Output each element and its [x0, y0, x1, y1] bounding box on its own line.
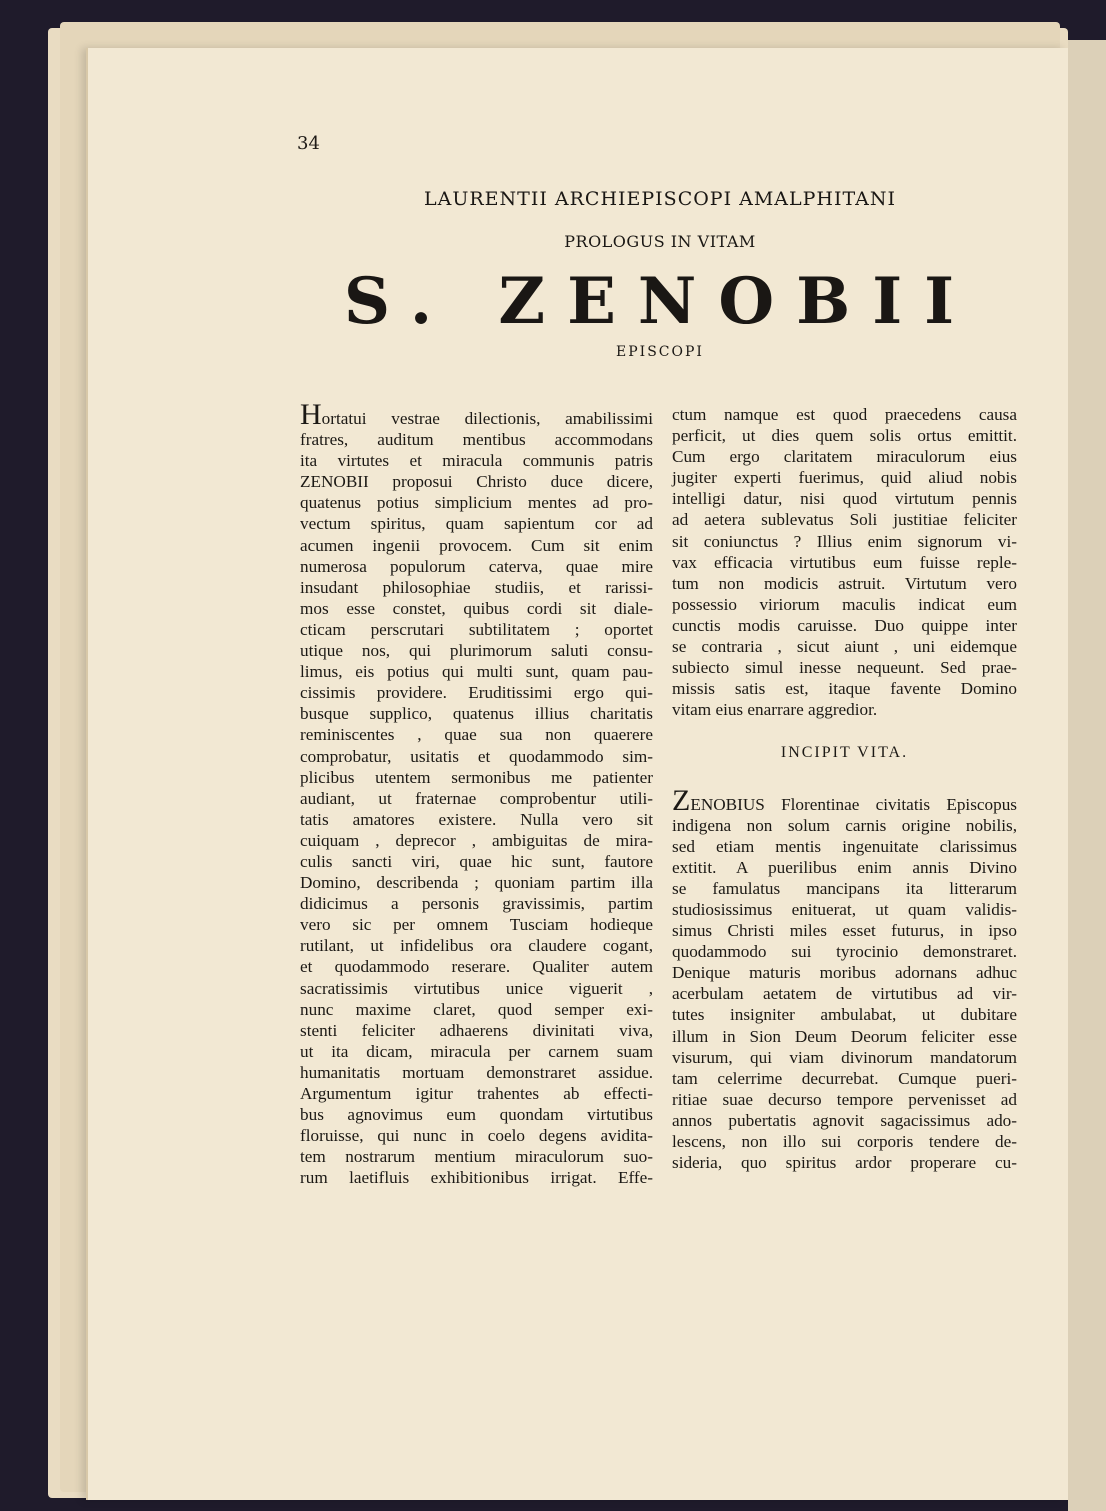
text-line: utique nos, qui plurimorum saluti consu-	[300, 641, 653, 661]
text-line: tam celerrime decurrebat. Cumque pueri-	[672, 1068, 1017, 1088]
text-line: Argumentum igitur trahentes ab effecti-	[300, 1084, 653, 1103]
text-line: ritiae suae decurso tempore pervenisset ad	[672, 1089, 1017, 1109]
text-line: cunctis modis caruisse. Duo quippe inter	[672, 615, 1017, 635]
text-line: ctum namque est quod praecedens causa	[672, 405, 1017, 424]
text-line: vectum spiritus, quam sapientum cor ad	[300, 514, 653, 534]
text-line: mos esse constet, quibus cordi sit diale-	[300, 598, 653, 618]
text-line: se famulatus mancipans ita litterarum	[672, 878, 1017, 898]
text-line: visurum, qui viam divinorum mandatorum	[672, 1047, 1017, 1067]
text-line: acerbulam aetatem de virtutibus ad vir-	[672, 984, 1017, 1004]
text-line: sacratissimis virtutibus unice viguerit ,	[300, 978, 653, 998]
text-line: lescens, non illo sui corporis tendere de-	[672, 1132, 1017, 1151]
text-line: numerosa populorum caterva, quae mire	[300, 556, 653, 576]
text-line: ad aetera sublevatus Soli justitiae feliciter	[672, 510, 1017, 530]
text-line: rum laetifluis exhibitionibus irrigat. Effe-	[300, 1168, 653, 1188]
text-line: limus, eis potius qui multi sunt, quam pau-	[300, 662, 653, 682]
facing-page-edge	[1068, 40, 1106, 1511]
text-line: possessio viriorum maculis indicat eum	[672, 594, 1017, 614]
text-line: missis satis est, itaque favente Domino	[672, 679, 1017, 699]
text-line: sit coniunctus ? Illius enim signorum vi-	[672, 531, 1017, 551]
text-line: indigena non solum carnis origine nobilis,	[672, 815, 1017, 835]
text-line: studiosissimus enituerat, ut quam validis-	[672, 899, 1017, 919]
text-line: bus agnovimus eum quondam virtutibus	[300, 1105, 653, 1125]
text-line: floruisse, qui nunc in coelo degens avidita-	[300, 1126, 653, 1146]
drop-cap: H	[300, 398, 322, 431]
text-line: simus Christi miles esset futurus, in ipso	[672, 921, 1017, 941]
text-line: reminiscentes , quae sua non quaerere	[300, 725, 653, 745]
text-line: audiant, ut fraternae comprobentur utili-	[300, 788, 653, 808]
left-text-column	[300, 398, 653, 1188]
text-line: illum in Sion Deum Deorum feliciter esse	[672, 1026, 1017, 1046]
text-line: extitit. A puerilibus enim annis Divino	[672, 857, 1017, 877]
page-number: 34	[297, 133, 320, 154]
text-line: vax efficacia virtutibus eum fuisse reple-	[672, 552, 1017, 572]
text-line: cticam perscrutari subtilitatem ; oportet	[300, 619, 653, 639]
text-line: quodammodo sui tyrocinio demonstraret.	[672, 942, 1017, 962]
text-line: subiecto simul inesse nequeunt. Sed prae-	[672, 658, 1017, 678]
text-line: acumen ingenii provocem. Cum sit enim	[300, 535, 653, 555]
text-line: cuiquam , deprecor , ambiguitas de mira-	[300, 830, 653, 850]
text-line: plicibus utentem sermonibus me patienter	[300, 767, 653, 787]
text-line: tem nostrarum mentium miraculorum suo-	[300, 1147, 653, 1167]
prologue-heading: PROLOGUS IN VITAM	[564, 232, 756, 251]
text-line: comprobatur, usitatis et quodammodo sim-	[300, 746, 653, 766]
text-line: tatis amatores existere. Nulla vero sit	[300, 809, 653, 829]
text-line: tutes insigniter ambulabat, ut dubitare	[672, 1005, 1017, 1025]
text-line: vero sic per omnem Tusciam hodieque	[300, 915, 653, 935]
text-line: stenti feliciter adhaerens divinitati viva,	[300, 1020, 653, 1040]
text-line: Denique maturis moribus adornans adhuc	[672, 963, 1017, 983]
author-heading: LAURENTII ARCHIEPISCOPI AMALPHITANI	[424, 188, 896, 210]
text-line: quatenus potius simplicium mentes ad pro-	[300, 493, 653, 513]
section-subheading: INCIPIT VITA.	[780, 744, 909, 762]
text-line: vitam eius enarrare aggredior.	[672, 700, 878, 720]
text-line: annos pubertatis agnovit sagacissimus ado-	[672, 1110, 1017, 1130]
text-line: fratres, auditum mentibus accommodans	[300, 430, 653, 450]
text-line: tum non modicis astruit. Virtutum vero	[672, 573, 1017, 593]
text-line: busque supplico, quatenus illius charitatis	[300, 704, 653, 724]
text-line: se contraria , sicut aiunt , uni eidemque	[672, 637, 1017, 657]
text-line: perficit, ut dies quem solis ortus emittit.	[672, 426, 1017, 446]
text-line: ZENOBIUS Florentinae civitatis Episcopus	[672, 783, 1017, 817]
text-line: culis sancti viri, quae hic sunt, fautore	[300, 851, 653, 871]
text-line: sed etiam mentis ingenuitate clarissimus	[672, 836, 1017, 856]
text-line: ita virtutes et miracula communis patris	[300, 451, 653, 471]
text-line: didicimus a personis gravissimis, partim	[300, 894, 653, 914]
text-line: ZENOBII proposui Christo duce dicere,	[300, 472, 653, 492]
text-line: insudant philosophiae studiis, et rarissi-	[300, 577, 653, 597]
page-title: S. ZENOBII	[343, 264, 977, 339]
text-line: Hortatui vestrae dilectionis, amabilissimi	[300, 398, 653, 431]
text-line: cissimis providere. Eruditissimi ergo qui-	[300, 683, 653, 703]
drop-cap: Z	[672, 783, 691, 817]
text-line: humanitatis mortuam demonstraret assidue.	[300, 1062, 653, 1082]
right-text-column	[672, 404, 1017, 1173]
text-line: Cum ergo claritatem miraculorum eius	[672, 447, 1017, 467]
text-line: intelligi datur, nisi quod virtutum pennis	[672, 489, 1017, 509]
text-line: ut ita dicam, miracula per carnem suam	[300, 1041, 653, 1061]
text-line: rutilant, ut infidelibus ora claudere cogant,	[300, 936, 653, 956]
text-line: jugiter experti fuerimus, quid aliud nobis	[672, 468, 1017, 488]
text-line: Domino, describenda ; quoniam partim illa	[300, 873, 653, 893]
title-subheading: EPISCOPI	[616, 344, 704, 360]
text-line: et quodammodo reserare. Qualiter autem	[300, 957, 653, 977]
text-line: sideria, quo spiritus ardor properare cu-	[672, 1153, 1017, 1173]
text-line: nunc maxime claret, quod semper exi-	[300, 999, 653, 1019]
